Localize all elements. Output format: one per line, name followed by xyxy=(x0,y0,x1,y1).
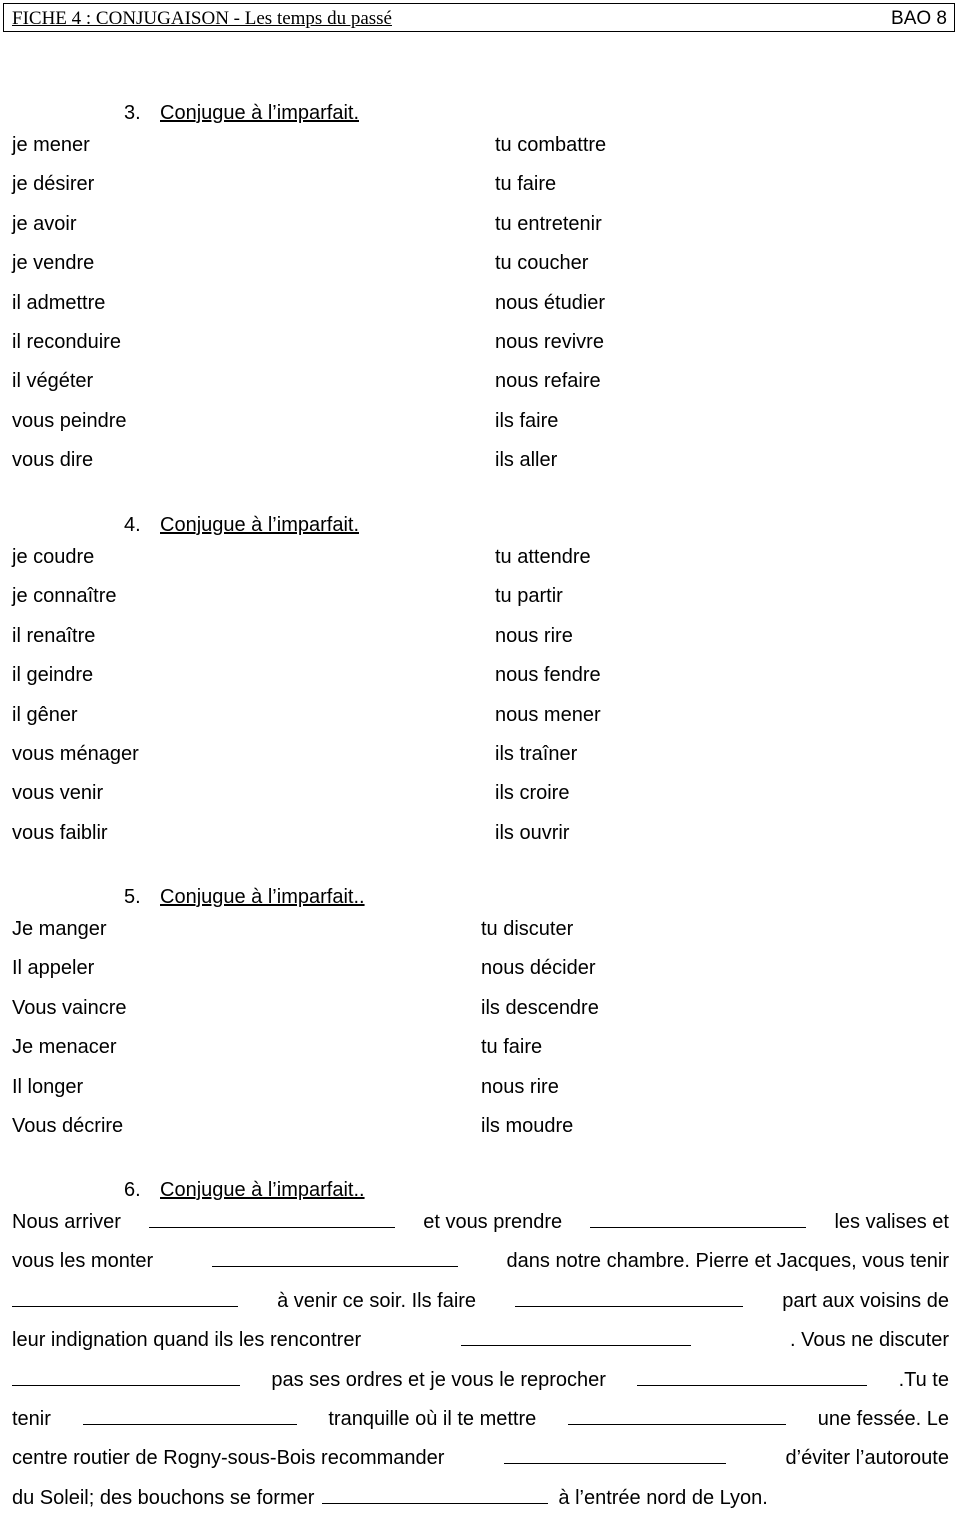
verb-prompt: il admettre xyxy=(12,291,106,314)
text-segment: une fessée. Le xyxy=(817,1407,949,1430)
text-segment: tranquille où il te mettre xyxy=(328,1407,537,1430)
verb-prompt: je avoir xyxy=(12,212,77,235)
verb-prompt: tu faire xyxy=(481,1036,543,1059)
verb-prompt: vous dire xyxy=(12,449,94,472)
verb-prompt: Vous vaincre xyxy=(12,996,127,1019)
verb-prompt: Il longer xyxy=(12,1075,84,1098)
verb-prompt: nous rire xyxy=(481,1075,559,1098)
exercise-instruction: Conjugue à l’imparfait. xyxy=(160,102,359,124)
verb-prompt: ils croire xyxy=(495,782,570,805)
verb-prompt: Je manger xyxy=(12,918,107,940)
text-segment: leur indignation quand ils les rencontrer xyxy=(12,1329,362,1352)
answer-blank[interactable] xyxy=(504,1443,726,1464)
answer-blank[interactable] xyxy=(149,1207,395,1228)
text-segment: pas ses ordres et je vous le reprocher xyxy=(271,1368,606,1391)
text-segment: .Tu te xyxy=(898,1368,949,1391)
verb-prompt: nous mener xyxy=(495,703,601,726)
verb-prompt: je désirer xyxy=(12,173,95,196)
answer-blank[interactable] xyxy=(83,1404,297,1425)
exercise-instruction: Conjugue à l’imparfait.. xyxy=(160,1179,365,1201)
verb-prompt: vous ménager xyxy=(12,743,139,765)
verb-prompt: ils ouvrir xyxy=(495,821,570,844)
exercise-instruction: Conjugue à l’imparfait.. xyxy=(160,886,365,908)
answer-blank[interactable] xyxy=(12,1286,238,1307)
text-segment: centre routier de Rogny-sous-Bois recommander xyxy=(12,1447,445,1470)
verb-prompt: nous étudier xyxy=(495,291,606,314)
text-segment: et vous prendre xyxy=(423,1211,563,1233)
text-segment: part aux voisins de xyxy=(782,1289,949,1312)
text-segment: Nous arriver xyxy=(12,1211,121,1233)
answer-blank[interactable] xyxy=(515,1286,743,1307)
answer-blank[interactable] xyxy=(12,1365,240,1386)
verb-prompt: vous faiblir xyxy=(12,821,108,844)
verb-prompt: ils descendre xyxy=(481,996,599,1019)
verb-prompt: il geindre xyxy=(12,664,94,687)
text-segment: . Vous ne discuter xyxy=(790,1329,949,1352)
verb-prompt: nous fendre xyxy=(495,664,601,687)
text-segment: dans notre chambre. Pierre et Jacques, vous tenir xyxy=(506,1250,949,1273)
verb-prompt: je coudre xyxy=(12,546,95,568)
worksheet-header xyxy=(3,3,955,32)
verb-prompt: vous peindre xyxy=(12,409,127,432)
text-segment: à l’entrée nord de Lyon. xyxy=(558,1486,768,1509)
verb-prompt: nous décider xyxy=(481,957,596,980)
answer-blank[interactable] xyxy=(212,1246,458,1267)
text-segment: à venir ce soir. Ils faire xyxy=(277,1289,477,1312)
verb-prompt: il reconduire xyxy=(12,331,121,353)
verb-prompt: ils traîner xyxy=(495,743,578,765)
text-segment: tenir xyxy=(12,1407,51,1430)
exercise-instruction: Conjugue à l’imparfait. xyxy=(160,514,359,536)
exercise-6-heading xyxy=(124,1178,365,1202)
verb-prompt: ils faire xyxy=(495,409,559,432)
exercise-4-heading xyxy=(124,513,359,537)
text-segment: les valises et xyxy=(834,1211,949,1233)
exercise-5-heading xyxy=(124,885,365,909)
answer-blank[interactable] xyxy=(461,1325,691,1346)
verb-prompt: Je menacer xyxy=(12,1036,117,1059)
worksheet-code: BAO 8 xyxy=(891,8,947,29)
exercise-number: 3. xyxy=(124,102,141,124)
answer-blank[interactable] xyxy=(322,1483,548,1504)
verb-prompt: il végéter xyxy=(12,370,94,393)
verb-prompt: je connaître xyxy=(12,585,117,608)
worksheet-title: FICHE 4 : CONJUGAISON - Les temps du passé xyxy=(12,8,392,29)
verb-prompt: Il appeler xyxy=(12,957,95,980)
verb-prompt: il gêner xyxy=(12,703,78,726)
verb-prompt: ils aller xyxy=(495,449,558,472)
exercise-number: 4. xyxy=(124,514,141,536)
answer-blank[interactable] xyxy=(568,1404,786,1425)
verb-prompt: je mener xyxy=(12,134,90,156)
verb-prompt: tu partir xyxy=(495,585,563,608)
verb-prompt: nous rire xyxy=(495,624,573,647)
verb-prompt: tu attendre xyxy=(495,546,591,568)
verb-prompt: vous venir xyxy=(12,782,104,805)
exercise-6-paragraph xyxy=(12,1203,949,1518)
exercise-number: 6. xyxy=(124,1179,141,1201)
verb-prompt: nous revivre xyxy=(495,331,604,353)
text-segment: du Soleil; des bouchons se former xyxy=(12,1486,315,1509)
verb-prompt: Vous décrire xyxy=(12,1115,124,1137)
verb-prompt: tu coucher xyxy=(495,252,589,275)
verb-prompt: tu faire xyxy=(495,173,557,196)
answer-blank[interactable] xyxy=(590,1207,806,1228)
verb-prompt: tu entretenir xyxy=(495,212,602,235)
verb-prompt: tu combattre xyxy=(495,134,607,156)
exercise-3-heading xyxy=(124,101,359,125)
text-segment: vous les monter xyxy=(12,1250,154,1273)
verb-prompt: je vendre xyxy=(12,252,95,275)
verb-prompt: ils moudre xyxy=(481,1115,574,1137)
exercise-number: 5. xyxy=(124,886,141,908)
answer-blank[interactable] xyxy=(637,1365,867,1386)
text-segment: d’éviter l’autoroute xyxy=(785,1447,949,1470)
verb-prompt: tu discuter xyxy=(481,918,574,940)
verb-prompt: il renaître xyxy=(12,624,96,647)
verb-prompt: nous refaire xyxy=(495,370,601,393)
